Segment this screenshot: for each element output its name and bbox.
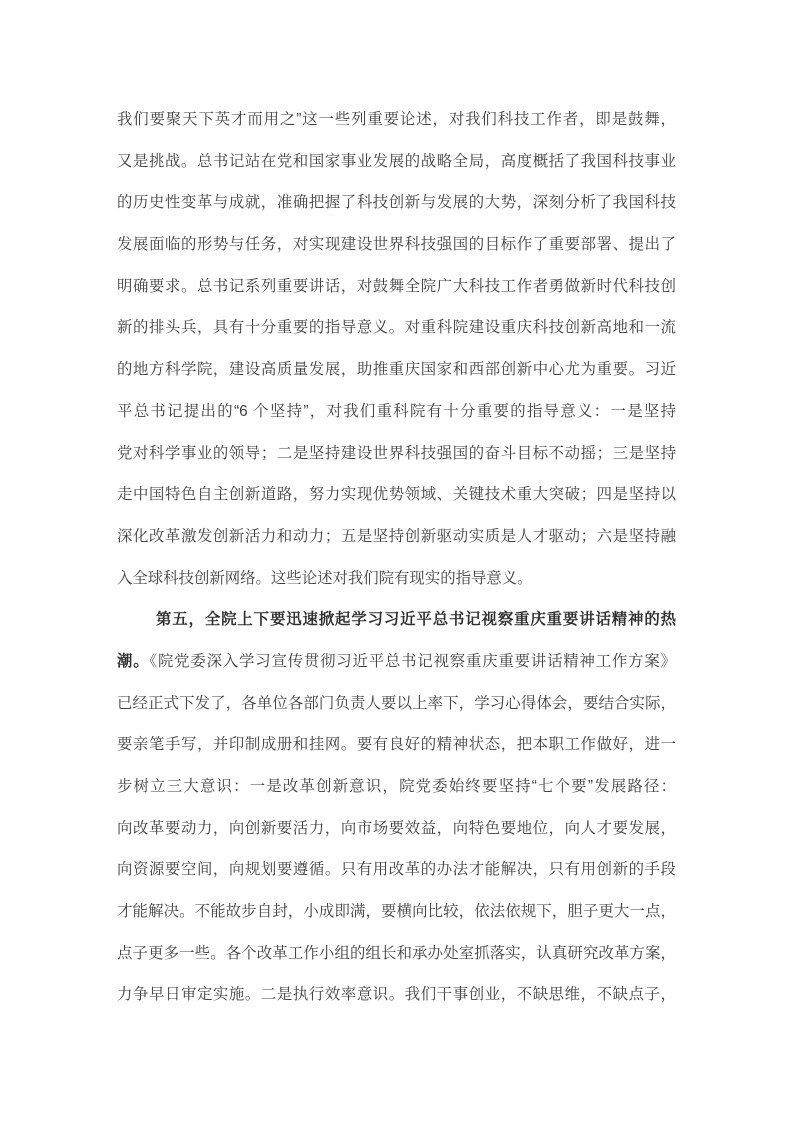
p2-line-2 <box>117 641 676 683</box>
p1-line-2: 又是挑战。总书记站在党和国家事业发展的战略全局，高度概括了我国科技事业 <box>117 152 676 170</box>
p1-line-10: 走中国特色自主创新道路，努力实现优势领域、关键技术重大突破；四是坚持以 <box>117 486 676 504</box>
p1-line-11: 深化改革激发创新活力和动力；五是坚持创新驱动实质是人才驱动；六是坚持融 <box>117 527 676 545</box>
p2-line-9: 点子更多一些。各个改革工作小组的组长和承办处室抓落实，认真研究改革方案， <box>117 944 676 962</box>
p1-line-8: 平总书记提出的“6 个坚持”，对我们重科院有十分重要的指导意义：一是坚持 <box>117 402 676 420</box>
p1-line-12: 入全球科技创新网络。这些论述对我们院有现实的指导意义。 <box>117 569 533 587</box>
p2-line-2-text: 《院党委深入学习宣传贯彻习近平总书记视察重庆重要讲话精神工作方案》 <box>149 652 676 670</box>
document-text-block <box>117 99 676 1016</box>
p1-line-3: 的历史性变革与成就，准确把握了科技创新与发展的大势，深刻分析了我国科技 <box>117 194 676 212</box>
p2-line-5: 步树立三大意识：一是改革创新意识，院党委始终要坚持“七个要”发展路径： <box>117 778 676 795</box>
paragraph-1 <box>117 99 676 599</box>
p1-line-9: 党对科学事业的领导；二是坚持建设世界科技强国的奋斗目标不动摇；三是坚持 <box>117 444 676 462</box>
p1-line-7: 的地方科学院，建设高质量发展，助推重庆国家和西部创新中心尤为重要。习近 <box>117 361 676 379</box>
p2-line-3: 已经正式下发了，各单位各部门负责人要以上率下，学习心得体会，要结合实际， <box>117 694 676 712</box>
p2-bold-heading: 第五，全院上下要迅速掀起学习习近平总书记视察重庆重要讲话精神的热 <box>156 611 676 629</box>
p2-line-10: 力争早日审定实施。二是执行效率意识。我们干事创业，不缺思维，不缺点子， <box>117 986 676 1004</box>
p2-line-4: 要亲笔手写，并印制成册和挂网。要有良好的精神状态，把本职工作做好，进一 <box>117 736 676 754</box>
p2-bold-heading-carry: 潮。 <box>117 652 150 670</box>
p2-line-6: 向改革要动力，向创新要活力，向市场要效益，向特色要地位，向人才要发展， <box>117 819 676 837</box>
p1-line-6: 新的排头兵，具有十分重要的指导意义。对重科院建设重庆科技创新高地和一流 <box>117 319 676 337</box>
p1-line-4: 发展面临的形势与任务，对实现建设世界科技强国的目标作了重要部署、提出了 <box>117 236 676 254</box>
paragraph-2 <box>117 599 676 1016</box>
p1-line-5: 明确要求。总书记系列重要讲话，对鼓舞全院广大科技工作者勇做新时代科技创 <box>117 277 676 295</box>
p2-line-8: 才能解决。不能故步自封，小成即满，要横向比较，依法依规下，胆子更大一点， <box>117 903 676 921</box>
p2-line-1 <box>117 599 676 641</box>
p1-line-1: 我们要聚天下英才而用之”这一些列重要论述，对我们科技工作者，即是鼓舞， <box>117 111 676 128</box>
p2-line-7: 向资源要空间，向规划要遵循。只有用改革的办法才能解决，只有用创新的手段 <box>117 861 676 879</box>
